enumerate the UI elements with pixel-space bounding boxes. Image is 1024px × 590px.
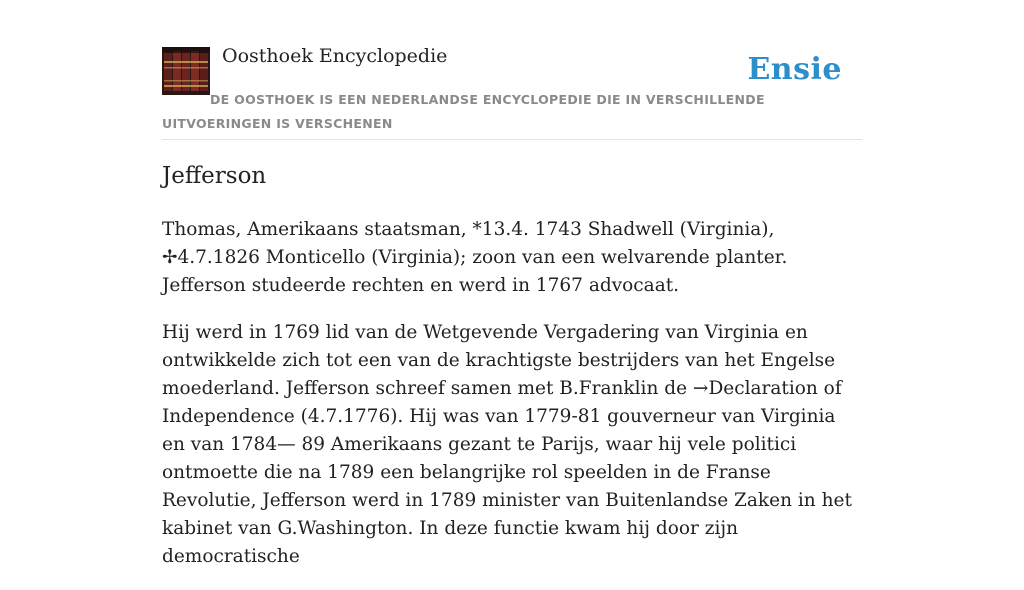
- ensie-logo-link[interactable]: Ensie: [747, 52, 842, 87]
- article-paragraph-2: [162, 319, 864, 571]
- link-arrow-icon: →: [692, 378, 709, 399]
- article-title: Jefferson: [162, 163, 267, 189]
- paragraph-2-text-start: Hij werd in 1769 lid van de Wetgevende Vergadering van Virginia en ontwikkelde zich tot een van de krachtigste bestrijders van het Engelse moederland. Jefferson schreef samen met B.Franklin de: [162, 322, 836, 399]
- article-body: [162, 216, 864, 590]
- header-divider: [162, 139, 862, 140]
- article-paragraph-1: Thomas, Amerikaans staatsman, *13.4. 1743 Shadwell (Virginia), ✢4.7.1826 Monticello (Virginia); zoon van een welvarende planter. Jefferson studeerde rechten en werd in 1767 advocaat.: [162, 219, 788, 296]
- link-text: Declaration of Independence: [162, 378, 842, 427]
- source-tagline: DE OOSTHOEK IS EEN NEDERLANDSE ENCYCLOPEDIE DIE IN VERSCHILLENDE UITVOERINGEN IS VERSCHENEN: [162, 92, 765, 131]
- paragraph-2-text-end: (4.7.1776). Hij was van 1779-81 gouverneur van Virginia en van 1784— 89 Amerikaans gezant te Parijs, waar hij vele politici ontmoette die na 1789 een belangrijke rol speelden in de Franse Revolutie, Jefferson werd in 1789 minister van Buitenlandse Zaken in het kabinet van G.Washington. In deze functie kwam hij door zijn democratische: [162, 406, 852, 567]
- source-name-link[interactable]: Oosthoek Encyclopedie: [222, 45, 448, 67]
